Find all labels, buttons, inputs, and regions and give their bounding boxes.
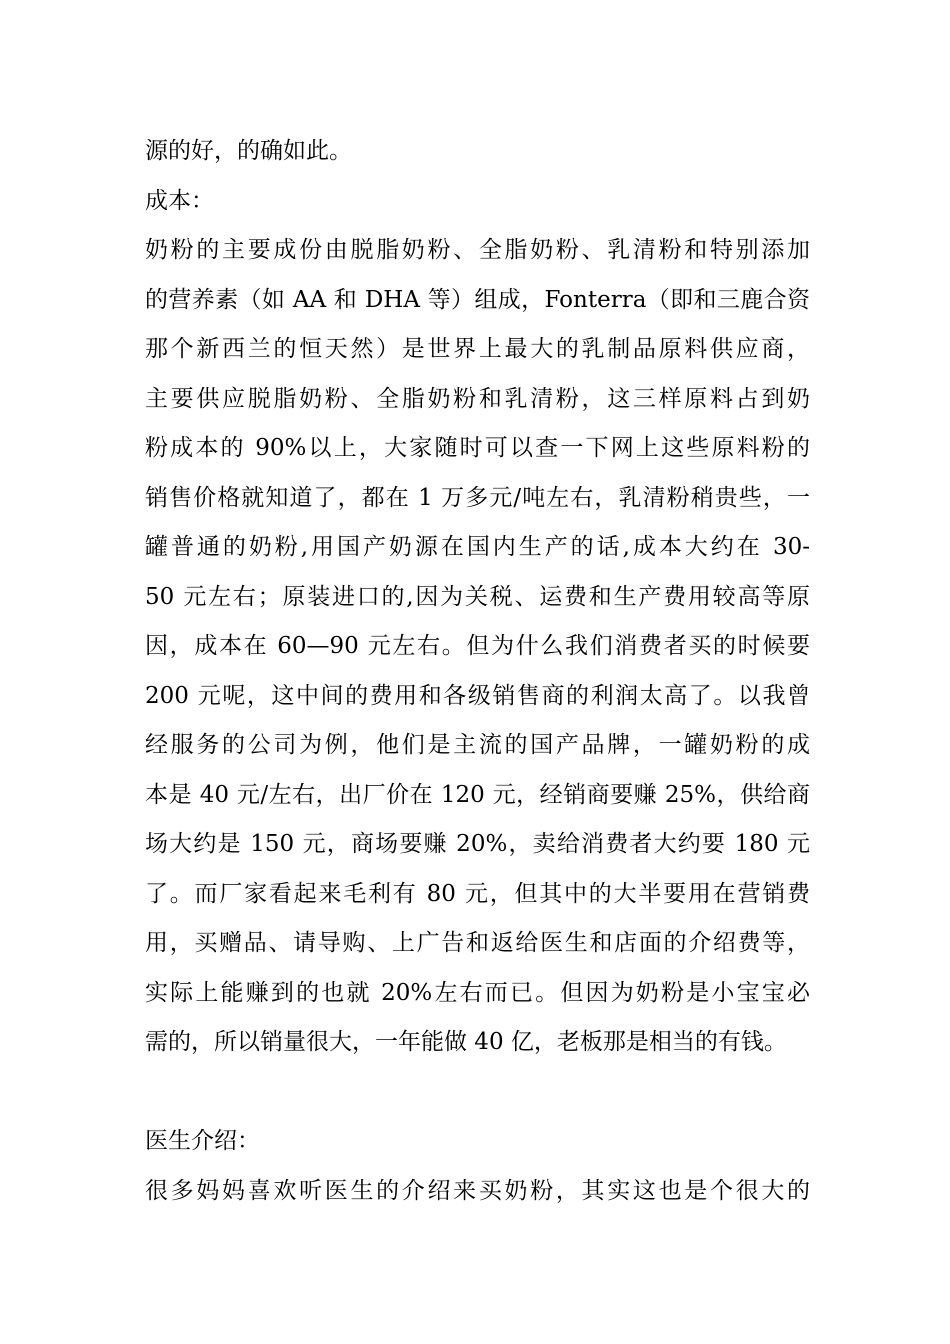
text-line: 200 元呢，这中间的费用和各级销售商的利润太高了。以我曾 (145, 682, 810, 709)
text-line: 那个新西兰的恒天然）是世界上最大的乳制品原料供应商， (145, 336, 810, 362)
text-line: 实际上能赚到的也就 20%左右而已。但因为奶粉是小宝宝必 (145, 979, 810, 1006)
text-line: 需的，所以销量很大，一年能做 40 亿，老板那是相当的有钱。 (145, 1029, 787, 1055)
text-line: 罐普通的奶粉,用国产奶源在国内生产的话,成本大约在 30- (145, 534, 810, 560)
section-heading-cost: 成本： (145, 187, 214, 214)
text-line: 因，成本在 60—90 元左右。但为什么我们消费者买的时候要 (145, 633, 810, 659)
text-line: 本是 40 元/左右，出厂价在 120 元，经销商要赚 25%，供给商 (145, 781, 810, 808)
text-line: 用，买赠品、请导购、上广告和返给医生和店面的介绍费等， (145, 930, 810, 956)
text-line: 主要供应脱脂奶粉、全脂奶粉和乳清粉，这三样原料占到奶 (145, 385, 810, 412)
text-line: 经服务的公司为例，他们是主流的国产品牌，一罐奶粉的成 (145, 732, 810, 758)
text-line: 粉成本的 90%以上，大家随时可以查一下网上这些原料粉的 (145, 435, 810, 461)
text-line: 销售价格就知道了，都在 1 万多元/吨左右，乳清粉稍贵些，一 (145, 484, 810, 511)
text-line: 了。而厂家看起来毛利有 80 元，但其中的大半要用在营销费 (145, 880, 810, 907)
text-line: 的营养素（如 AA 和 DHA 等）组成，Fonterra（即和三鹿合资 (145, 286, 810, 313)
text-line: 50 元左右；原装进口的,因为关税、运费和生产费用较高等原 (145, 583, 810, 610)
text-line: 场大约是 150 元，商场要赚 20%，卖给消费者大约要 180 元 (145, 831, 810, 857)
blank-line (145, 1068, 810, 1118)
text-line: 源的好，的确如此。 (145, 138, 352, 164)
text-line: 很多妈妈喜欢听医生的介绍来买奶粉，其实这也是个很大的 (145, 1177, 810, 1204)
text-line: 奶粉的主要成份由脱脂奶粉、全脂奶粉、乳清粉和特别添加 (145, 237, 810, 263)
document-body (145, 127, 810, 1216)
section-heading-doctor: 医生介绍： (145, 1128, 260, 1154)
